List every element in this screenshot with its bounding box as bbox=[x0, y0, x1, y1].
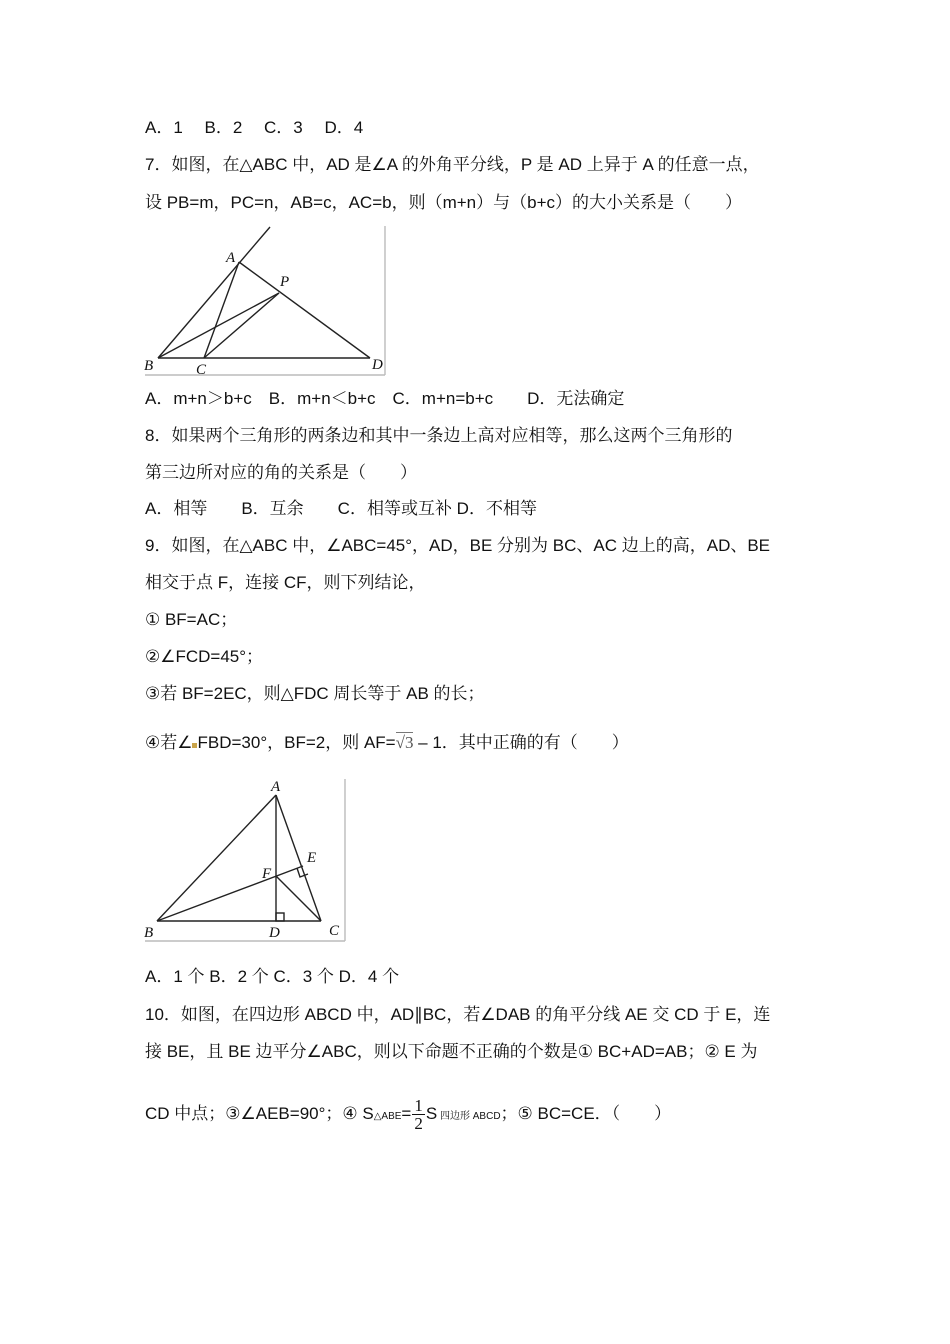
q10-stem-line3 bbox=[145, 1094, 671, 1137]
q9-c4-part3: – 1．其中正确的有（ ） bbox=[413, 733, 629, 752]
q9-conclusion-4 bbox=[145, 732, 629, 754]
q9-label-E: E bbox=[307, 850, 317, 866]
q9-label-A: A bbox=[271, 779, 281, 795]
q9-conclusion-1: ① BF=AC； bbox=[145, 610, 238, 629]
q7-label-B: B bbox=[144, 358, 154, 374]
q8-stem-line2: 第三边所对应的角的关系是（ ） bbox=[145, 463, 417, 482]
q9-c4-part1: ④若∠ bbox=[145, 733, 193, 752]
q9-conclusion-3: ③若 BF=2EC，则△FDC 周长等于 AB 的长； bbox=[145, 684, 485, 703]
q9-c4-part2: FBD=30°，BF=2，则 AF= bbox=[197, 733, 396, 752]
q7-figure bbox=[145, 226, 385, 375]
q6-options: A．1 B．2 C．3 D．4 bbox=[145, 118, 364, 137]
q7-stem-line1: 7．如图，在△ABC 中，AD 是∠A 的外角平分线，P 是 AD 上异于 A 的任意一点， bbox=[145, 155, 760, 174]
q10-sub-quad: 四边形 ABCD bbox=[437, 1111, 501, 1122]
q9-label-D: D bbox=[269, 925, 280, 941]
q9-conclusion-2: ②∠FCD=45°； bbox=[145, 647, 264, 666]
q9-label-C: C bbox=[329, 923, 340, 939]
q7-options: A．m+n＞b+c B．m+n＜b+c C．m+n=b+c D．无法确定 bbox=[145, 389, 625, 408]
q7-stem-line2: 设 PB=m，PC=n，AB=c，AC=b，则（m+n）与（b+c）的大小关系是（ ） bbox=[145, 193, 743, 212]
sqrt-3: √3 bbox=[395, 733, 414, 752]
q9-stem-line1: 9．如图，在△ABC 中，∠ABC=45°，AD，BE 分别为 BC、AC 边上的高，AD、BE bbox=[145, 536, 771, 555]
fraction-one-half bbox=[412, 1097, 425, 1132]
q7-label-P: P bbox=[280, 274, 290, 290]
q9-stem-line2: 相交于点 F，连接 CF，则下列结论， bbox=[145, 573, 426, 592]
q8-options: A．相等 B．互余 C．相等或互补 D．不相等 bbox=[145, 499, 537, 518]
area-symbol: S bbox=[425, 1104, 438, 1123]
q10-stem-line1: 10．如图，在四边形 ABCD 中，AD∥BC，若∠DAB 的角平分线 AE 交 CD 于 E，连 bbox=[145, 1005, 771, 1024]
q10-stem-line2: 接 BE，且 BE 边平分∠ABC，则以下命题不正确的个数是① BC+AD=AB；② E 为 bbox=[145, 1042, 758, 1061]
q10-sub-triangle: △ABE bbox=[373, 1111, 402, 1122]
q7-label-C: C bbox=[196, 362, 207, 378]
q9-label-F: F bbox=[262, 866, 272, 882]
q7-label-A: A bbox=[226, 250, 236, 266]
q7-label-D: D bbox=[372, 357, 383, 373]
fraction-numerator: 1 bbox=[414, 1096, 423, 1116]
equals-sign: = bbox=[401, 1104, 412, 1123]
q9-label-B: B bbox=[144, 925, 154, 941]
q8-stem-line1: 8．如果两个三角形的两条边和其中一条边上高对应相等，那么这两个三角形的 bbox=[145, 426, 733, 445]
q10-line3-part2: ；⑤ BC=CE．（ ） bbox=[500, 1104, 672, 1123]
q9-options: A．1 个 B．2 个 C．3 个 D．4 个 bbox=[145, 967, 400, 986]
fraction-denominator: 2 bbox=[414, 1114, 423, 1134]
q10-line3-part1: CD 中点；③∠AEB=90°；④ S bbox=[145, 1104, 374, 1123]
